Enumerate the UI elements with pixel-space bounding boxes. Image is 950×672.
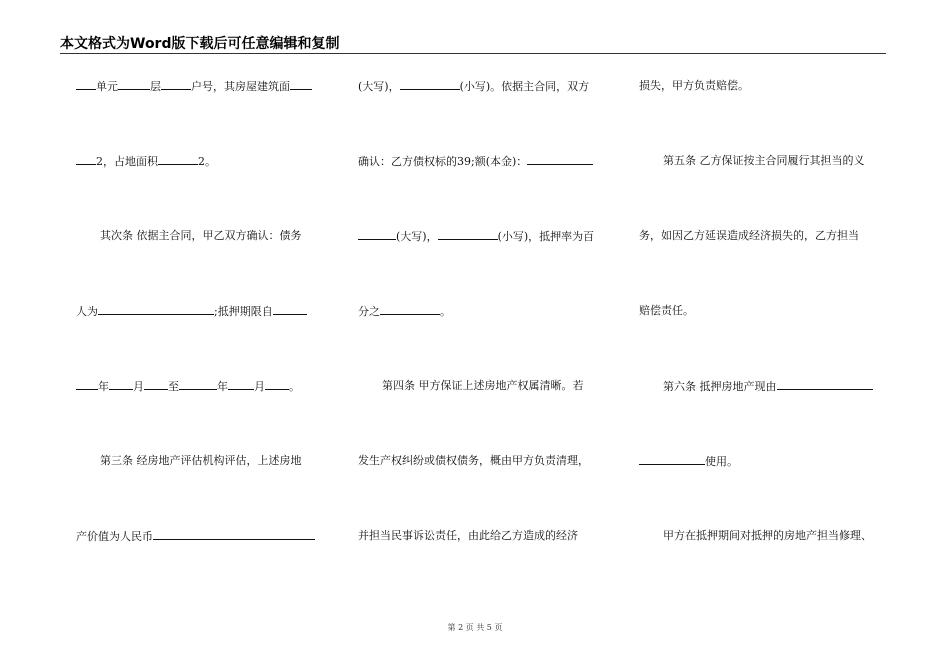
line-text: (小写)，抵押率为百 [497,230,595,243]
fill-in-blank [153,529,315,540]
line-text: 月 [133,380,144,393]
fill-in-blank [438,229,498,240]
fill-in-blank [380,304,440,315]
text-line [639,304,694,318]
fill-in-blank [639,454,705,465]
line-text: 分之 [358,305,380,318]
text-line [76,79,312,94]
text-line [358,229,594,244]
fill-in-blank [777,379,873,390]
line-text: 确认：乙方债权标的39;额(本金)： [358,155,528,168]
text-line [76,154,216,169]
line-text: 第四条 甲方保证上述房地产权属清晰。若 [382,379,584,392]
line-text: (大写)， [358,80,400,93]
line-text: 损失，甲方负责赔偿。 [639,79,749,92]
text-line [100,454,302,468]
line-text: 年 [98,380,109,393]
text-line [663,379,873,394]
line-text: 第三条 经房地产评估机构评估，上述房地 [100,454,302,467]
line-text: 层 [150,80,161,93]
fill-in-blank [76,79,96,90]
line-text: 产价值为人民币 [76,530,153,543]
line-text: 至 [168,380,179,393]
text-line [663,529,872,543]
fill-in-blank [290,79,312,90]
fill-in-blank [98,304,214,315]
line-text: 月 [254,380,265,393]
text-line [358,529,578,543]
line-text: 务，如因乙方延误造成经济损失的，乙方担当 [639,229,859,242]
line-text: 。 [289,380,300,393]
line-text: 并担当民事诉讼责任，由此给乙方造成的经济 [358,529,578,542]
text-line [358,454,589,468]
line-text: 第五条 乙方保证按主合同履行其担当的义 [663,154,865,167]
text-line [76,304,307,319]
fill-in-blank [273,304,307,315]
text-line [639,79,749,93]
text-line [382,379,584,393]
page-number-footer: 第 2 页 共 5 页 [447,623,503,632]
text-line [76,379,300,394]
line-text: (小写)。依据主合同，双方 [459,80,590,93]
line-text: 。 [440,305,451,318]
text-line [358,79,589,94]
fill-in-blank [144,379,168,390]
text-line [639,454,738,469]
fill-in-blank [265,379,289,390]
line-text: 单元 [96,80,118,93]
line-text: 使用。 [705,455,738,468]
line-text: 户号，其房屋建筑面 [191,80,290,93]
line-text: 其次条 依据主合同，甲乙双方确认：债务 [100,229,302,242]
text-line [663,154,865,168]
line-text: 发生产权纠纷或债权债务，概由甲方负责清理， [358,454,589,467]
fill-in-blank [158,154,198,165]
line-text: 赔偿责任。 [639,304,694,317]
line-text: 2。 [198,155,216,168]
line-text: 第六条 抵押房地产现由 [663,380,777,393]
line-text: 甲方在抵押期间对抵押的房地产担当修理、 [663,529,872,542]
text-line [639,229,859,243]
fill-in-blank [400,79,460,90]
line-text: ;抵押期限自 [214,305,273,318]
text-line [358,154,593,169]
text-line [76,529,315,544]
fill-in-blank [228,379,254,390]
fill-in-blank [358,229,396,240]
fill-in-blank [527,154,593,165]
fill-in-blank [118,79,150,90]
header-divider [60,53,886,54]
document-header-title: 本文格式为Word版下载后可任意编辑和复制 [60,36,340,52]
fill-in-blank [161,79,191,90]
fill-in-blank [76,379,98,390]
text-line [100,229,302,243]
line-text: 人为 [76,305,98,318]
text-line [358,304,451,319]
line-text: (大写)， [396,230,438,243]
fill-in-blank [109,379,133,390]
fill-in-blank [76,154,96,165]
line-text: 年 [217,380,228,393]
fill-in-blank [179,379,217,390]
line-text: 2，占地面积 [96,155,158,168]
